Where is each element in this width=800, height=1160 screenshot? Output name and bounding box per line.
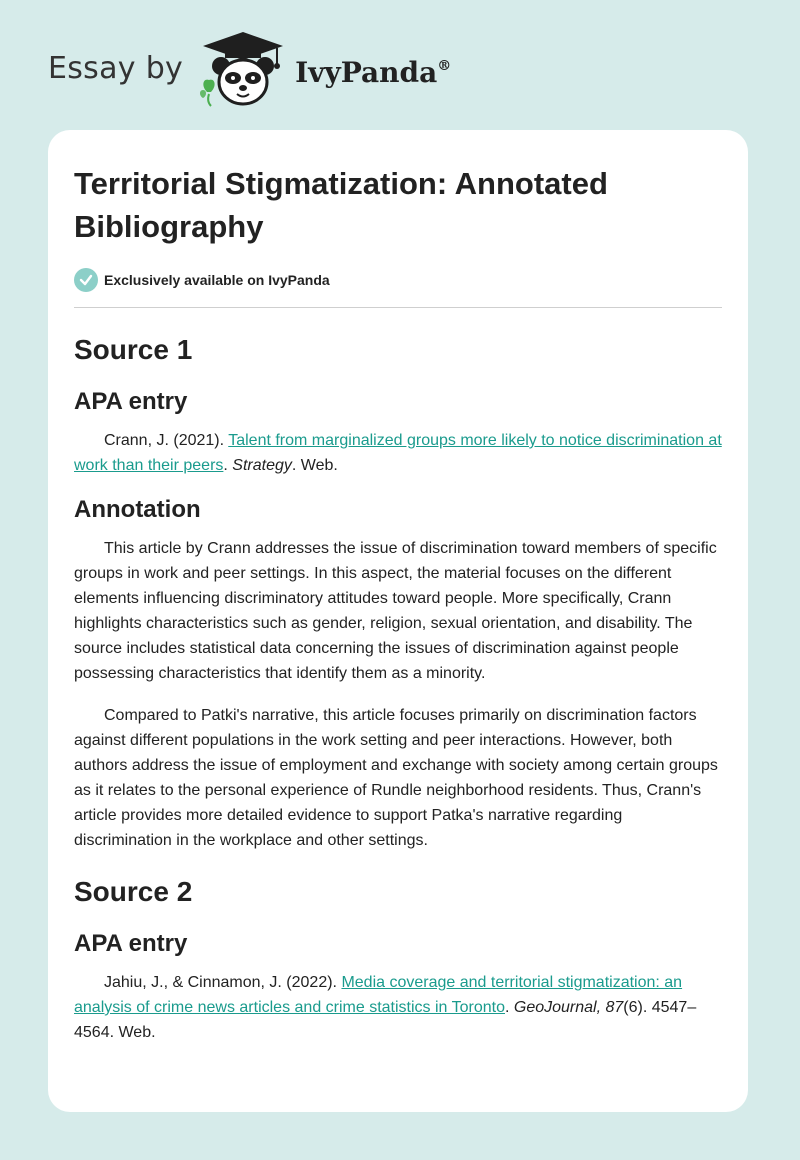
source-2-link[interactable]: Media coverage and territorial stigmatization: an analysis of crime news articles and crime statistics in Toronto: [74, 974, 683, 1016]
apa-suffix: (6). 4547–4564. Web.: [74, 999, 697, 1041]
apa-publication: GeoJournal, 87: [513, 999, 624, 1016]
apa-suffix: . Web.: [291, 457, 338, 474]
source-2-heading: Source 2: [74, 876, 193, 907]
panda-graduate-icon: [197, 28, 289, 108]
source-1-apa-heading: APA entry: [74, 388, 188, 415]
source-1-heading: Source 1: [74, 334, 193, 365]
annotation-paragraph-1: This article by Crann addresses the issue of discrimination toward members of specific groups in work and peer settings. In this aspect, the material focuses on the different elements influencing discriminatory attitudes toward people. More specifically, Crann highlights characteristics such as gender, religion, sexual orientation, and disability. The source includes statistical data concerning the issues of discrimination against people possessing characteristics that identify them as a minority.: [74, 540, 717, 682]
apa-publication: Strategy: [232, 457, 292, 474]
title-divider: [74, 307, 722, 308]
apa-author: Crann, J. (2021).: [104, 432, 229, 449]
annotation-paragraph-2: Compared to Patki's narrative, this article focuses primarily on discrimination factors against different populations in the work setting and peer interactions. However, both authors address the issue of employment and exchange with society among certain groups as it relates to the personal experience of Rundle neighborhood residents. Thus, Crann's article provides more detailed evidence to support Patka's narrative regarding discrimination in the workplace and other settings.: [74, 707, 718, 849]
exclusive-label: Exclusively available on IvyPanda: [104, 272, 330, 288]
document-title: Territorial Stigmatization: Annotated Bibliography: [74, 166, 608, 244]
brand-header: [48, 28, 451, 108]
source-2-apa-entry: [74, 970, 722, 1045]
registered-mark: ®: [437, 57, 452, 74]
check-icon: [74, 268, 98, 292]
source-1-link[interactable]: Talent from marginalized groups more likely to notice discrimination at work than their peers: [74, 432, 722, 474]
apa-author: Jahiu, J., & Cinnamon, J. (2022).: [104, 974, 342, 991]
source-1-annotation-heading: Annotation: [74, 496, 201, 523]
document-card: [48, 130, 748, 1112]
brand-name-text: IvyPanda: [295, 55, 438, 89]
brand-name: [295, 56, 451, 89]
source-2-apa-heading: APA entry: [74, 930, 188, 957]
source-1-apa-entry: [74, 428, 722, 478]
apa-separator: .: [223, 457, 233, 474]
brand-prefix: Essay by: [48, 50, 184, 86]
exclusive-badge: [74, 268, 722, 292]
apa-separator: .: [504, 999, 514, 1016]
